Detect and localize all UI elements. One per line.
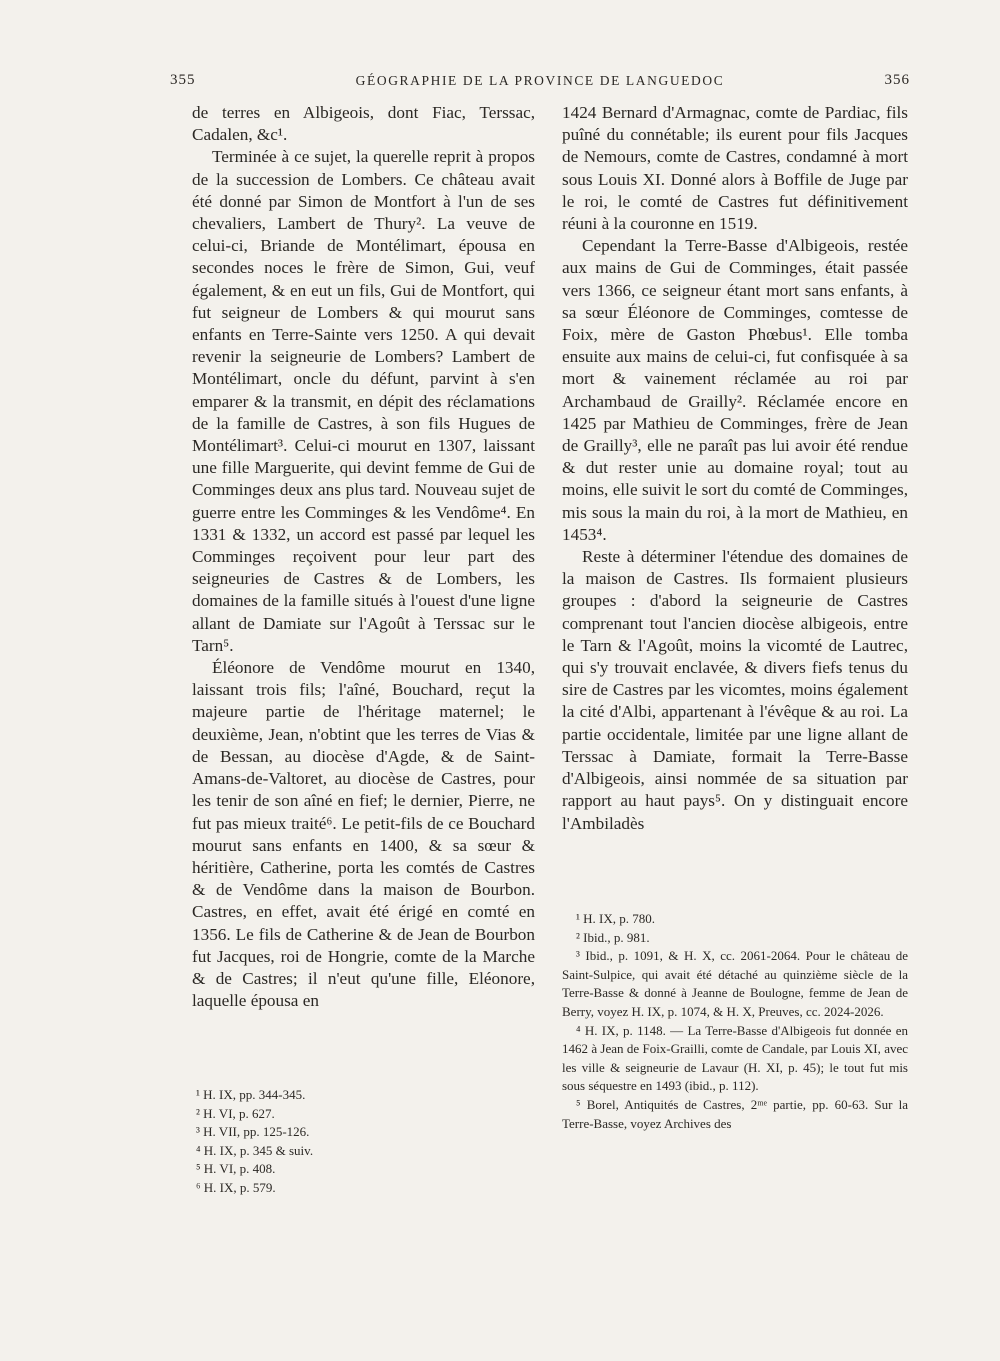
footnote: ³ Ibid., p. 1091, & H. X, cc. 2061-2064. Pour le château de Saint-Sulpice, qui avait été détaché au quinzième siècle de la Terre-Basse & donné à Jeanne de Boulogne, femme de Jean de Berry, voyez H. IX, p. 1074, & H. X, Preuves, cc. 2024-2026. (562, 948, 908, 1019)
page-header (170, 72, 910, 96)
footnote: ² H. VI, p. 627. (196, 1105, 275, 1121)
paragraph: Éléonore de Vendôme mourut en 1340, laissant trois fils; l'aîné, Bouchard, reçut la majeure partie de l'héritage maternel; le deuxième, Jean, n'obtint que les terres de Vias & de Bessan, au diocèse d'Agde, & de Saint-Amans-de-Valtoret, au diocèse de Castres, pour les tenir de son aîné en fief; le dernier, Pierre, ne fut pas mieux traité⁶. Le petit-fils de ce Bouchard mourut sans enfants en 1400, & sa sœur & héritière, Catherine, porta les comtés de Castres & de Vendôme dans la maison de Bourbon. Castres, en effet, avait été érigé en comté en 1356. Le fils de Catherine & de Jean de Bourbon fut Jacques, roi de Hongrie, comte de la Marche & de Castres; il n'eut qu'une fille, Eléonore, laquelle épousa en (192, 658, 535, 1011)
footnote: ³ H. VII, pp. 125-126. (196, 1124, 310, 1140)
footnote: ² Ibid., p. 981. (576, 929, 650, 945)
page-number-left: 355 (170, 72, 196, 88)
footnote: ⁴ H. IX, p. 345 & suiv. (196, 1142, 314, 1158)
paragraph: Terminée à ce sujet, la querelle reprit à propos de la succession de Lombers. Ce château avait été donné par Simon de Montfort à l'un de ses chevaliers, Lambert de Thury². La veuve de celui-ci, Briande de Montélimart, épousa en secondes noces le frère de Simon, Gui, veuf également, & en eut un fils, Gui de Montfort, qui fut seigneur de Lombers & qui mourut sans enfants en Terre-Sainte vers 1250. A qui devait revenir la seigneurie de Lombers? Lambert de Montélimart, oncle du défunt, parvint à s'en emparer & la transmit, en dépit des réclamations de la famille de Castres, à son fils Hugues de Montélimart³. Celui-ci mourut en 1307, laissant une fille Marguerite, qui devint femme de Gui de Comminges deux ans plus tard. Nouveau sujet de guerre entre les Comminges & les Vendôme⁴. En 1331 & 1332, un accord est passé par lequel les Comminges reçoivent pour leur part des seigneuries de Castres & de Lombers, les domaines de la famille situés à l'ouest d'une ligne allant de Damiate sur l'Agoût à Terssac sur le Tarn⁵. (192, 147, 535, 655)
footnote: ⁴ H. IX, p. 1148. — La Terre-Basse d'Albigeois fut donnée en 1462 à Jean de Foix-Grailli, comte de Candale, par Louis XI, avec les ville & seigneurie de Lavaur (H. XI, p. 45); le tout fut mis sous séquestre en 1493 (ibid., p. 112). (562, 1022, 908, 1094)
page-number-right: 356 (884, 72, 910, 88)
footnote: ¹ H. IX, pp. 344-345. (196, 1087, 306, 1102)
right-column (562, 102, 908, 835)
footnote: ⁶ H. IX, p. 579. (196, 1179, 276, 1195)
running-title: GÉOGRAPHIE DE LA PROVINCE DE LANGUEDOC (355, 73, 725, 88)
paragraph: 1424 Bernard d'Armagnac, comte de Pardiac, fils puîné du connétable; ils eurent pour fils Jacques de Nemours, comte de Castres, condamné à mort sous Louis XI. Donné alors à Boffile de Juge par le roi, le comté de Castres fut définitivement réuni à la couronne en 1519. (562, 103, 908, 234)
footnote: ⁵ H. VI, p. 408. (196, 1161, 276, 1177)
footnote: ¹ H. IX, p. 780. (576, 911, 656, 926)
left-column (192, 102, 535, 1012)
footnotes-right (562, 910, 908, 1133)
paragraph: de terres en Albigeois, dont Fiac, Terssac, Cadalen, &c¹. (192, 103, 535, 145)
paragraph: Reste à déterminer l'étendue des domaines de la maison de Castres. Ils formaient plusieurs groupes : d'abord la seigneurie de Castres comprenant tout l'ancien diocèse albigeois, entre le Tarn & l'Agoût, moins la vicomté de Lautrec, qui s'y trouvait enclavée, & divers fiefs tenus du sire de Castres par les vicomtes, moins également la cité d'Albi, appartenant à l'évêque & au roi. La partie occidentale, limitée par une ligne allant de Terssac à Damiate, formait la Terre-Basse d'Albigeois, ainsi nommée de sa situation par rapport au haut pays⁵. On y distinguait encore l'Ambiladès (562, 547, 908, 833)
footnote: ⁵ Borel, Antiquités de Castres, 2ᵐᵉ partie, pp. 60-63. Sur la Terre-Basse, voyez Archives des (562, 1096, 908, 1131)
footnotes-left (196, 1086, 496, 1198)
paragraph: Cependant la Terre-Basse d'Albigeois, restée aux mains de Gui de Comminges, était passée vers 1366, ce seigneur étant mort sans enfants, à sa sœur Éléonore de Comminges, comtesse de Foix, mère de Gaston Phœbus¹. Elle tomba ensuite aux mains de celui-ci, fut confisquée à sa mort & vainement réclamée au roi par Archambaud de Grailly². Réclamée encore en 1425 par Mathieu de Comminges, frère de Jean de Grailly³, elle ne paraît pas lui avoir été rendue & dut rester unie au domaine royal; tout au moins, elle suivit le sort du comté de Comminges, mis sous la main du roi, à la mort de Mathieu, en 1453⁴. (562, 236, 908, 544)
